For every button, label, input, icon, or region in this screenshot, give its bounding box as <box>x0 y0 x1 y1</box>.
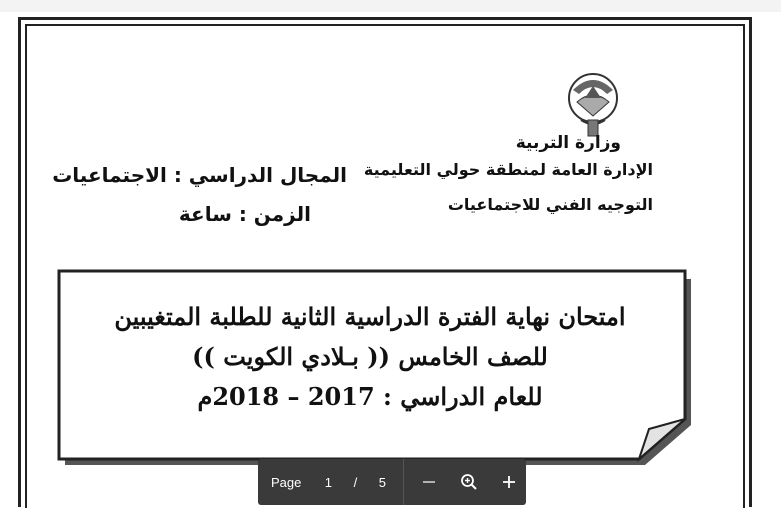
zoom-controls <box>404 459 526 505</box>
page-label: Page <box>271 474 302 490</box>
zoom-in-button[interactable] <box>492 465 526 499</box>
exam-title <box>70 297 670 417</box>
zoom-reset-icon <box>460 473 478 491</box>
zoom-reset-button[interactable] <box>452 465 486 499</box>
pdf-viewer-toolbar <box>258 459 526 505</box>
page-separator: / <box>353 474 358 490</box>
exam-title-line-3: للعام الدراسي : 2017 – 2018م <box>197 382 543 411</box>
kuwait-emblem-logo <box>563 68 623 140</box>
ministry-name: وزارة التربية <box>515 133 621 153</box>
zoom-in-icon <box>501 474 517 490</box>
exam-duration: الزمن : ساعة <box>178 202 311 226</box>
exam-title-line-1: امتحان نهاية الفترة الدراسية الثانية للطلبة المتغيبين <box>114 302 626 331</box>
exam-title-line-2: للصف الخامس (( بـلادي الكويت )) <box>192 342 548 371</box>
page-indicator <box>258 459 389 505</box>
subject-field: المجال الدراسي : الاجتماعيات <box>52 163 347 187</box>
zoom-out-button[interactable] <box>412 465 446 499</box>
directorate-name: الإدارة العامة لمنطقة حولي التعليمية <box>363 160 653 179</box>
guidance-department: التوجيه الفني للاجتماعيات <box>447 195 653 214</box>
current-page-input[interactable]: 1 <box>324 474 332 490</box>
zoom-out-icon <box>421 474 437 490</box>
total-pages: 5 <box>378 474 386 490</box>
